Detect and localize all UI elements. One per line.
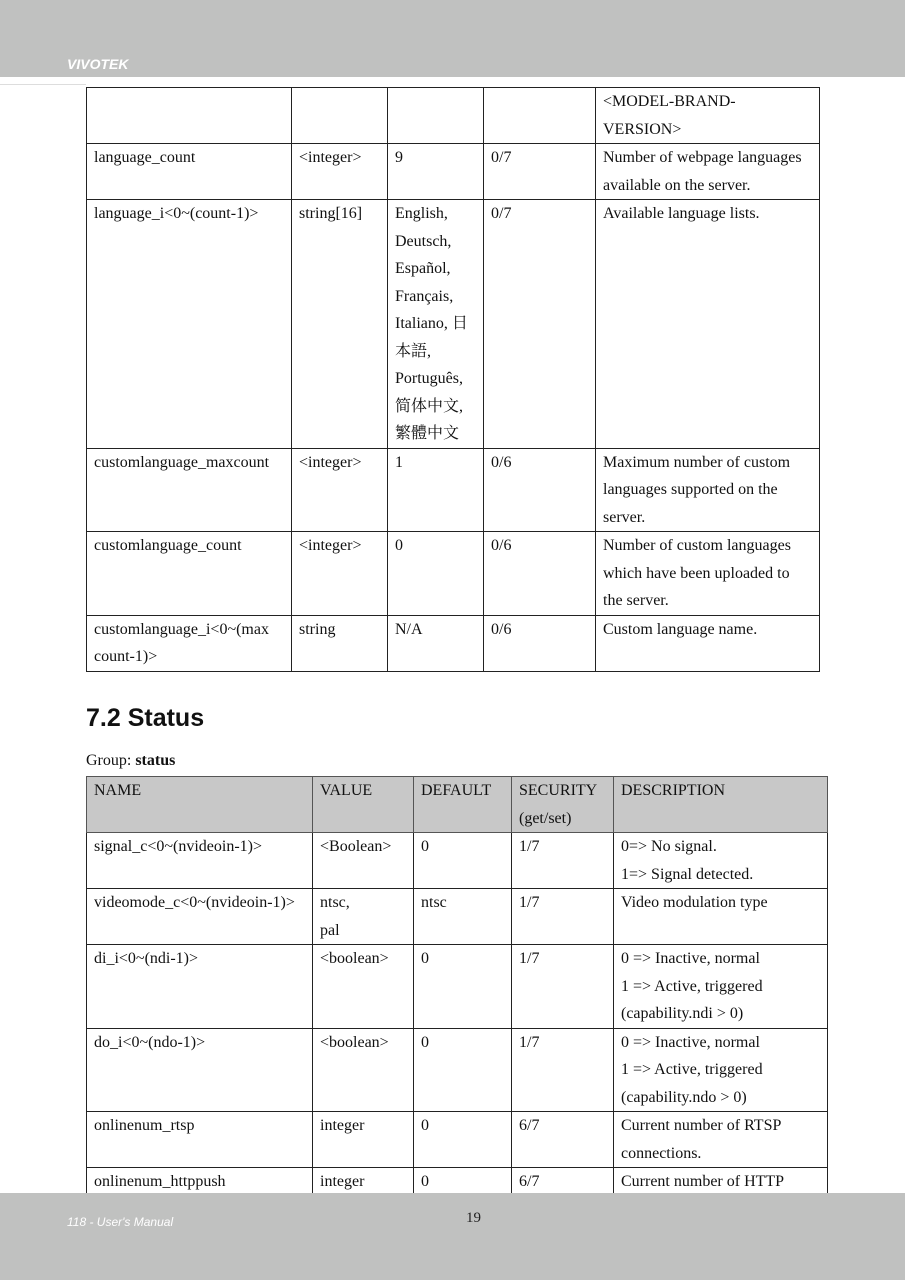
table-cell: integer [313, 1168, 414, 1198]
table-cell: <integer> [292, 532, 388, 616]
table-cell [292, 88, 388, 144]
manual-label: 118 - User's Manual [67, 1215, 174, 1229]
table-cell [87, 88, 292, 144]
table-cell: do_i<0~(ndo-1)> [87, 1028, 313, 1112]
table-cell: 0 [388, 532, 484, 616]
page-header [0, 0, 905, 77]
table-cell: <boolean> [313, 1028, 414, 1112]
table-cell: customlanguage_maxcount [87, 448, 292, 532]
table-cell: videomode_c<0~(nvideoin-1)> [87, 889, 313, 945]
table-cell: 1/7 [512, 1028, 614, 1112]
table-cell: <boolean> [313, 945, 414, 1029]
table-row [87, 945, 828, 1029]
group-name: status [135, 752, 176, 769]
table-row [87, 532, 820, 616]
brand-logo: VIVOTEK [67, 56, 129, 72]
column-header: VALUE [313, 777, 414, 833]
table-cell: 1/7 [512, 889, 614, 945]
table-cell: onlinenum_httppush [87, 1168, 313, 1198]
table-cell: English, Deutsch, Español, Français, Italiano, 日本語, Português, 简体中文, 繁體中文 [388, 200, 484, 449]
table-cell: Video modulation type [614, 889, 828, 945]
table-cell: di_i<0~(ndi-1)> [87, 945, 313, 1029]
table-cell: Available language lists. [596, 200, 820, 449]
table-cell: <integer> [292, 448, 388, 532]
table-cell: 0 => Inactive, normal 1 => Active, triggered (capability.ndi > 0) [614, 945, 828, 1029]
table-cell: Custom language name. [596, 615, 820, 671]
table-cell: 1/7 [512, 945, 614, 1029]
table-cell: customlanguage_i<0~(max count-1)> [87, 615, 292, 671]
config-table [86, 87, 820, 672]
table-cell: ntsc [414, 889, 512, 945]
table-cell: 0/6 [484, 448, 596, 532]
table-cell: Maximum number of custom languages supported on the server. [596, 448, 820, 532]
table-cell: 0/7 [484, 144, 596, 200]
table-row [87, 1112, 828, 1168]
table-cell [484, 88, 596, 144]
section-title: 7.2 Status [86, 704, 205, 732]
table-row [87, 88, 820, 144]
table-cell: N/A [388, 615, 484, 671]
table-cell: 0 [414, 1168, 512, 1198]
page-footer [0, 1193, 905, 1280]
divider [0, 84, 86, 85]
table-cell: 9 [388, 144, 484, 200]
table-row [87, 200, 820, 449]
table-cell: 0 [414, 833, 512, 889]
table-cell: <Boolean> [313, 833, 414, 889]
table-cell: Current number of RTSP connections. [614, 1112, 828, 1168]
table-cell: 6/7 [512, 1112, 614, 1168]
table-cell: signal_c<0~(nvideoin-1)> [87, 833, 313, 889]
table-cell: <integer> [292, 144, 388, 200]
page-number: 19 [466, 1210, 481, 1226]
table-cell: 0 => Inactive, normal 1 => Active, triggered (capability.ndo > 0) [614, 1028, 828, 1112]
table-cell: Current number of HTTP [614, 1168, 828, 1198]
column-header: SECURITY (get/set) [512, 777, 614, 833]
table-cell: language_i<0~(count-1)> [87, 200, 292, 449]
table-cell: Number of custom languages which have been uploaded to the server. [596, 532, 820, 616]
column-header: DESCRIPTION [614, 777, 828, 833]
table-row [87, 889, 828, 945]
table-cell: 0 [414, 945, 512, 1029]
column-header: DEFAULT [414, 777, 512, 833]
table-row [87, 615, 820, 671]
table-cell: 0 [414, 1112, 512, 1168]
table-cell: 0/6 [484, 532, 596, 616]
table-cell: 0=> No signal. 1=> Signal detected. [614, 833, 828, 889]
group-label [86, 752, 175, 770]
table-cell: language_count [87, 144, 292, 200]
table-cell: 0 [414, 1028, 512, 1112]
table-cell: string [292, 615, 388, 671]
table-cell: integer [313, 1112, 414, 1168]
table-cell: Number of webpage languages available on the server. [596, 144, 820, 200]
status-table [86, 776, 828, 1198]
table-cell: onlinenum_rtsp [87, 1112, 313, 1168]
table-cell: 1/7 [512, 833, 614, 889]
group-prefix: Group: [86, 752, 136, 769]
table-cell: 6/7 [512, 1168, 614, 1198]
table-cell: 1 [388, 448, 484, 532]
table-row [87, 833, 828, 889]
table-row [87, 144, 820, 200]
table-cell: customlanguage_count [87, 532, 292, 616]
table-cell: ntsc, pal [313, 889, 414, 945]
table-cell: string[16] [292, 200, 388, 449]
table-row [87, 1028, 828, 1112]
table-cell: 0/6 [484, 615, 596, 671]
table-cell: <MODEL-BRAND-VERSION> [596, 88, 820, 144]
table-cell [388, 88, 484, 144]
column-header: NAME [87, 777, 313, 833]
table-row [87, 448, 820, 532]
table-cell: 0/7 [484, 200, 596, 449]
table-header-row [87, 777, 828, 833]
